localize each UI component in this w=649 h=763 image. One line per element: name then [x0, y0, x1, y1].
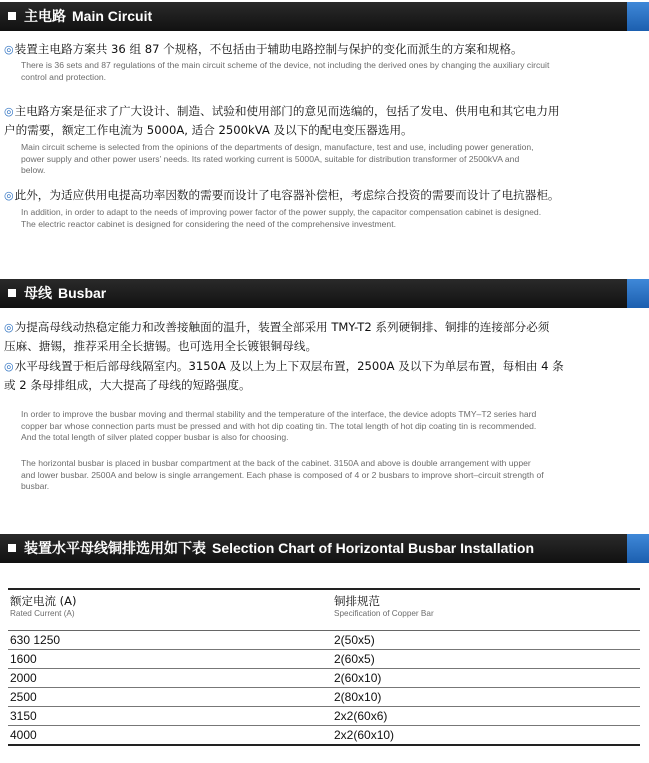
table-row	[8, 650, 640, 669]
bullet-icon: ◎	[4, 43, 14, 56]
cell-rated-current: 630 1250	[10, 633, 61, 647]
en-line: busbar.	[21, 481, 50, 491]
main-circuit-paragraph-1	[4, 40, 644, 83]
header-copper-bar-spec-en: Specification of Copper Bar	[334, 609, 434, 618]
zh-line: 压麻、搪锡，推荐采用全长搪锡。也可选用全长镀银铜母线。	[4, 339, 318, 353]
header-copper-bar-spec-zh: 铜排规范	[334, 594, 380, 608]
en-line: And the total length of silver plated copper busbar is also for choosing.	[21, 432, 289, 442]
table-row	[8, 631, 640, 650]
zh-line: 为提高母线动热稳定能力和改善接触面的温升，装置全部采用 TMY-T2 系列硬铜排、铜排的连接部分必须	[14, 320, 550, 334]
section-title-en: Busbar	[58, 285, 107, 301]
busbar-zh-paragraph-1	[4, 318, 644, 355]
section-title-en: Main Circuit	[72, 8, 153, 24]
section-title-en: Selection Chart of Horizontal Busbar Installation	[212, 540, 535, 556]
en-line: In order to improve the busbar moving and thermal stability and the temperature of the interface, the device adopts TMY–T2 series hard	[21, 409, 537, 419]
section-header-main-circuit	[0, 2, 649, 31]
header-rated-current-zh: 额定电流 (A)	[10, 594, 77, 608]
table-row	[8, 707, 640, 726]
cell-copper-bar-spec: 2(80x10)	[334, 690, 382, 704]
square-marker-icon	[8, 12, 16, 20]
busbar-selection-table	[8, 588, 640, 746]
en-line: power supply and other power users’ needs. Its rated working current is 5000A, suitable for distribution transformer of 2500kVA and	[21, 153, 520, 164]
zh-line: 主电路方案是征求了广大设计、制造、试验和使用部门的意见而选编的，包括了发电、供用电和其它电力用	[14, 104, 560, 118]
en-line: The horizontal busbar is placed in busbar compartment at the back of the cabinet. 3150A and above is double arrangement with upper	[21, 458, 531, 468]
table-row	[8, 726, 640, 746]
section-header-busbar	[0, 279, 649, 308]
busbar-zh-paragraph-2	[4, 357, 644, 394]
section-header-selection-chart	[0, 534, 649, 563]
busbar-en-paragraph-2	[4, 458, 649, 493]
cell-copper-bar-spec: 2(60x5)	[334, 652, 375, 666]
zh-line: 或 2 条母排组成，大大提高了母线的短路强度。	[4, 378, 251, 392]
cell-copper-bar-spec: 2x2(60x6)	[334, 709, 388, 723]
en-line: Main circuit scheme is selected from the opinions of the departments of design, manufacture, test and use, including power generation,	[21, 142, 534, 152]
en-line: below.	[21, 165, 46, 175]
zh-line: 装置主电路方案共 36 组 87 个规格，不包括由于辅助电路控制与保护的变化而派生的方案和规格。	[14, 42, 523, 56]
table-header	[8, 588, 640, 631]
main-circuit-paragraph-2	[4, 102, 644, 177]
cell-rated-current: 1600	[10, 652, 37, 666]
en-line: and lower busbar. 2500A and below is single arrangement. Each phase is composed of 4 or 2 busbars to improve short–circuit strength of	[21, 469, 544, 480]
zh-line: 此外，为适应供用电提高功率因数的需要而设计了电容器补偿柜，考虑综合投资的需要而设计了电抗器柜。	[14, 188, 560, 202]
square-marker-icon	[8, 544, 16, 552]
cell-rated-current: 2500	[10, 690, 37, 704]
en-line: There is 36 sets and 87 regulations of the main circuit scheme of the device, not including the derived ones by changing the auxiliary circuit	[21, 60, 550, 70]
bullet-icon: ◎	[4, 321, 14, 334]
cell-copper-bar-spec: 2(50x5)	[334, 633, 375, 647]
section-title-zh: 主电路	[24, 9, 66, 25]
bullet-icon: ◎	[4, 105, 14, 118]
cell-rated-current: 4000	[10, 728, 37, 742]
cell-rated-current: 3150	[10, 709, 37, 723]
square-marker-icon	[8, 289, 16, 297]
en-line: copper bar whose connection parts must be pressed and with hot dip coating tin. The total length of hot dip coating tin is recommended.	[21, 420, 537, 431]
cell-rated-current: 2000	[10, 671, 37, 685]
cell-copper-bar-spec: 2(60x10)	[334, 671, 382, 685]
table-row	[8, 688, 640, 707]
en-line: In addition, in order to adapt to the needs of improving power factor of the power supply, the capacitor compensation cabinet is designed.	[21, 207, 542, 217]
accent-block	[627, 279, 649, 308]
table-row	[8, 669, 640, 688]
bullet-icon: ◎	[4, 189, 14, 202]
cell-copper-bar-spec: 2x2(60x10)	[334, 728, 395, 742]
en-line: control and protection.	[21, 71, 107, 82]
section-title-zh: 装置水平母线铜排选用如下表	[24, 541, 206, 557]
main-circuit-paragraph-3	[4, 186, 644, 230]
header-rated-current-en: Rated Current (A)	[10, 609, 75, 618]
section-title-zh: 母线	[24, 286, 52, 302]
busbar-en-paragraph-1	[4, 409, 649, 444]
bullet-icon: ◎	[4, 360, 14, 373]
en-line: The electric reactor cabinet is designed for considering the need of the comprehensive investment.	[21, 218, 396, 229]
accent-block	[627, 534, 649, 563]
zh-line: 户的需要，额定工作电流为 5000A, 适合 2500kVA 及以下的配电变压器选用。	[4, 123, 413, 137]
zh-line: 水平母线置于柜后部母线隔室内。3150A 及以上为上下双层布置，2500A 及以下为单层布置，每相由 4 条	[14, 359, 564, 373]
accent-block	[627, 2, 649, 31]
